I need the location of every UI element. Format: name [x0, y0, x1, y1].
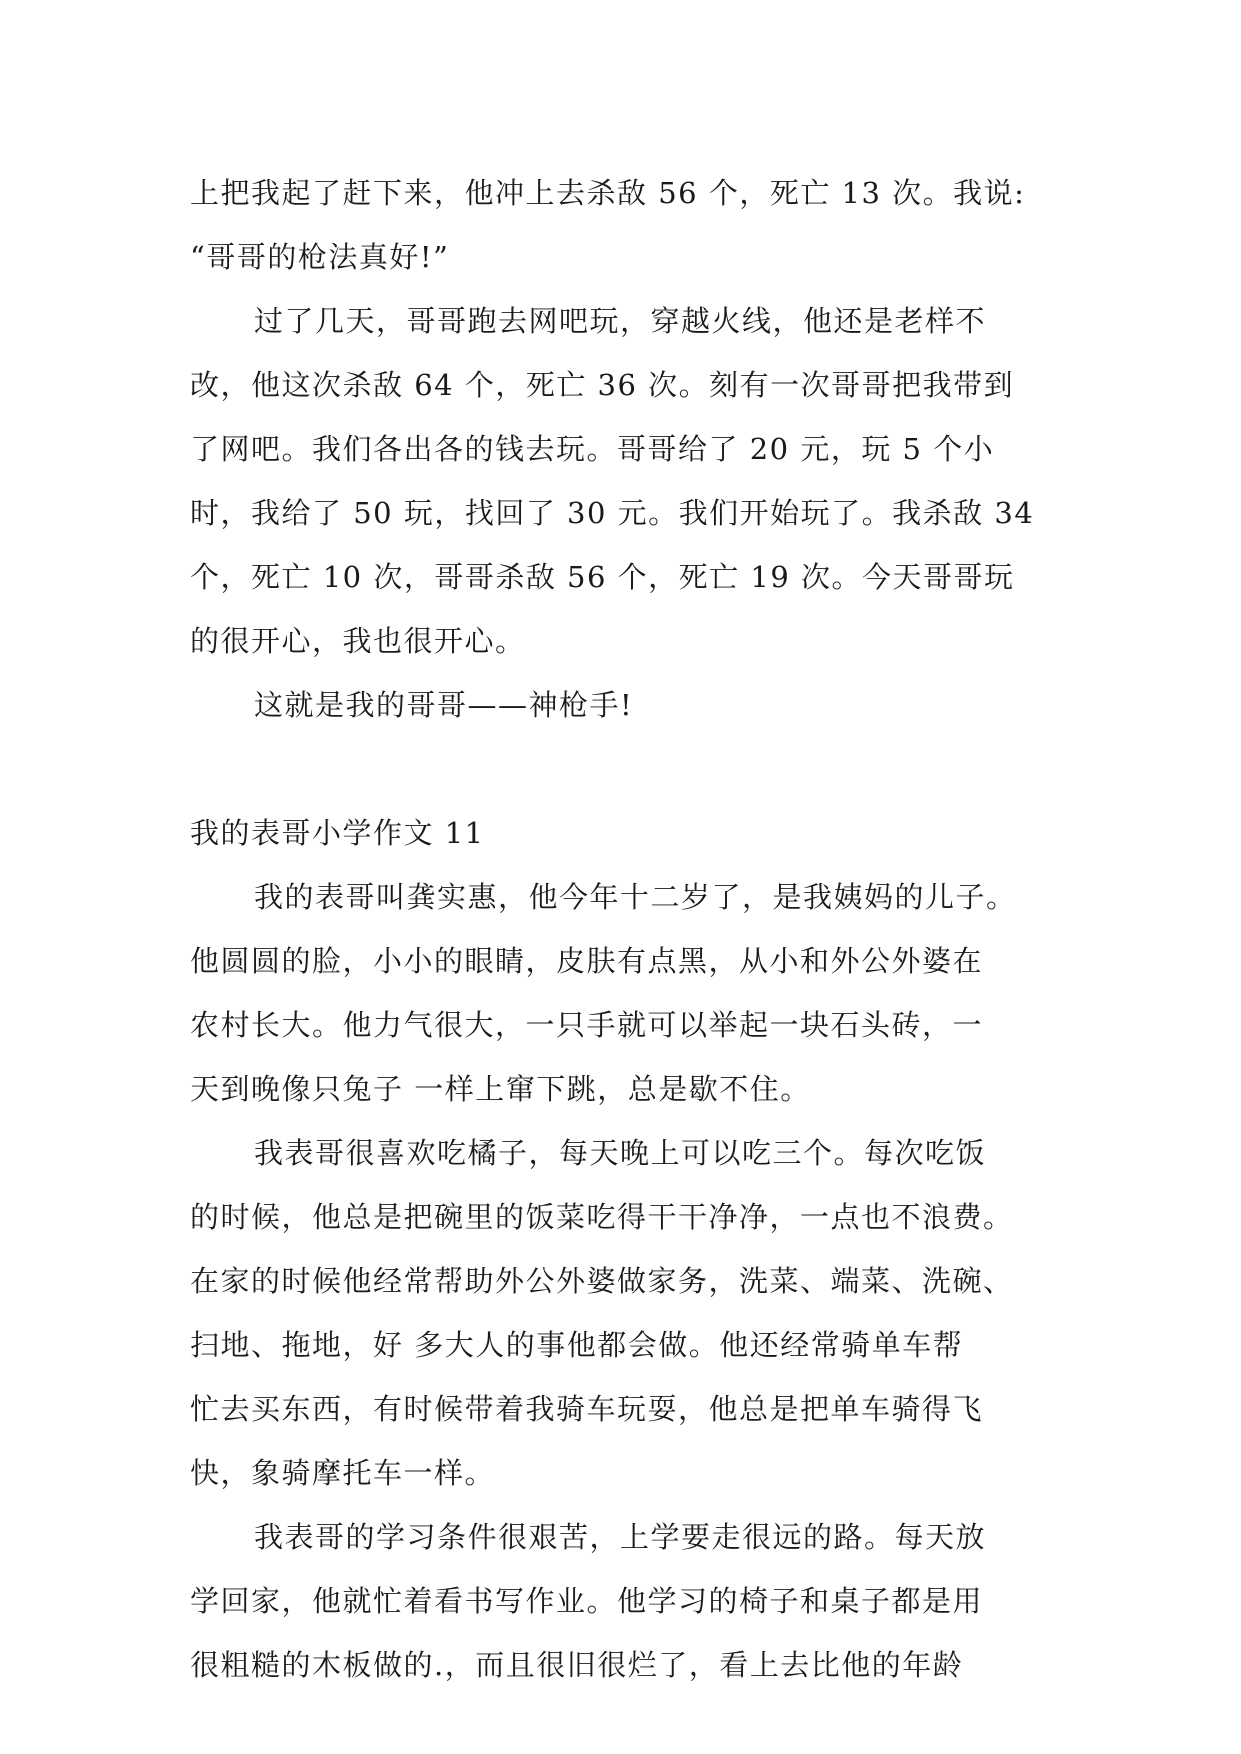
paragraph-line: 时，我给了 50 玩，找回了 30 元。我们开始玩了。我杀敌 34 — [190, 496, 1035, 530]
paragraph-line: 很粗糙的木板做的.，而且很旧很烂了，看上去比他的年龄 — [190, 1648, 964, 1682]
paragraph-line: 个，死亡 10 次，哥哥杀敌 56 个，死亡 19 次。今天哥哥玩 — [190, 560, 1015, 594]
section-gap — [190, 737, 1050, 801]
paragraph-line: 我表哥的学习条件很艰苦，上学要走很远的路。每天放 — [254, 1520, 987, 1554]
paragraph-line: 学回家，他就忙着看书写作业。他学习的椅子和桌子都是用 — [190, 1584, 984, 1618]
document-body — [190, 161, 1050, 1697]
paragraph-line: 我表哥很喜欢吃橘子，每天晚上可以吃三个。每次吃饭 — [254, 1136, 987, 1170]
paragraph-line: 他圆圆的脸，小小的眼睛，皮肤有点黑，从小和外公外婆在 — [190, 944, 984, 978]
paragraph-line: 农村长大。他力气很大，一只手就可以举起一块石头砖，一 — [190, 1008, 984, 1042]
paragraph-line: “哥哥的枪法真好!” — [190, 240, 450, 274]
paragraph-line: 的很开心，我也很开心。 — [190, 624, 526, 658]
paragraph-line: 这就是我的哥哥——神枪手! — [254, 688, 634, 722]
paragraph-line: 天到晚像只兔子 一样上窜下跳，总是歇不住。 — [190, 1072, 811, 1106]
paragraph-line: 忙去买东西，有时候带着我骑车玩耍，他总是把单车骑得飞 — [190, 1392, 984, 1426]
paragraph-line: 过了几天，哥哥跑去网吧玩，穿越火线，他还是老样不 — [254, 304, 987, 338]
paragraph-line: 在家的时候他经常帮助外公外婆做家务，洗菜、端菜、洗碗、 — [190, 1264, 1014, 1298]
section-title: 我的表哥小学作文 11 — [190, 816, 485, 850]
paragraph-line: 我的表哥叫龚实惠，他今年十二岁了，是我姨妈的儿子。 — [254, 880, 1017, 914]
paragraph-line: 上把我起了赶下来，他冲上去杀敌 56 个，死亡 13 次。我说: — [190, 176, 1026, 210]
paragraph-line: 的时候，他总是把碗里的饭菜吃得干干净净，一点也不浪费。 — [190, 1200, 1014, 1234]
paragraph-line: 快，象骑摩托车一样。 — [190, 1456, 496, 1490]
paragraph-line: 扫地、拖地，好 多大人的事他都会做。他还经常骑单车帮 — [190, 1328, 964, 1362]
paragraph-line: 了网吧。我们各出各的钱去玩。哥哥给了 20 元，玩 5 个小 — [190, 432, 995, 466]
paragraph-line: 改，他这次杀敌 64 个，死亡 36 次。刻有一次哥哥把我带到 — [190, 368, 1015, 402]
